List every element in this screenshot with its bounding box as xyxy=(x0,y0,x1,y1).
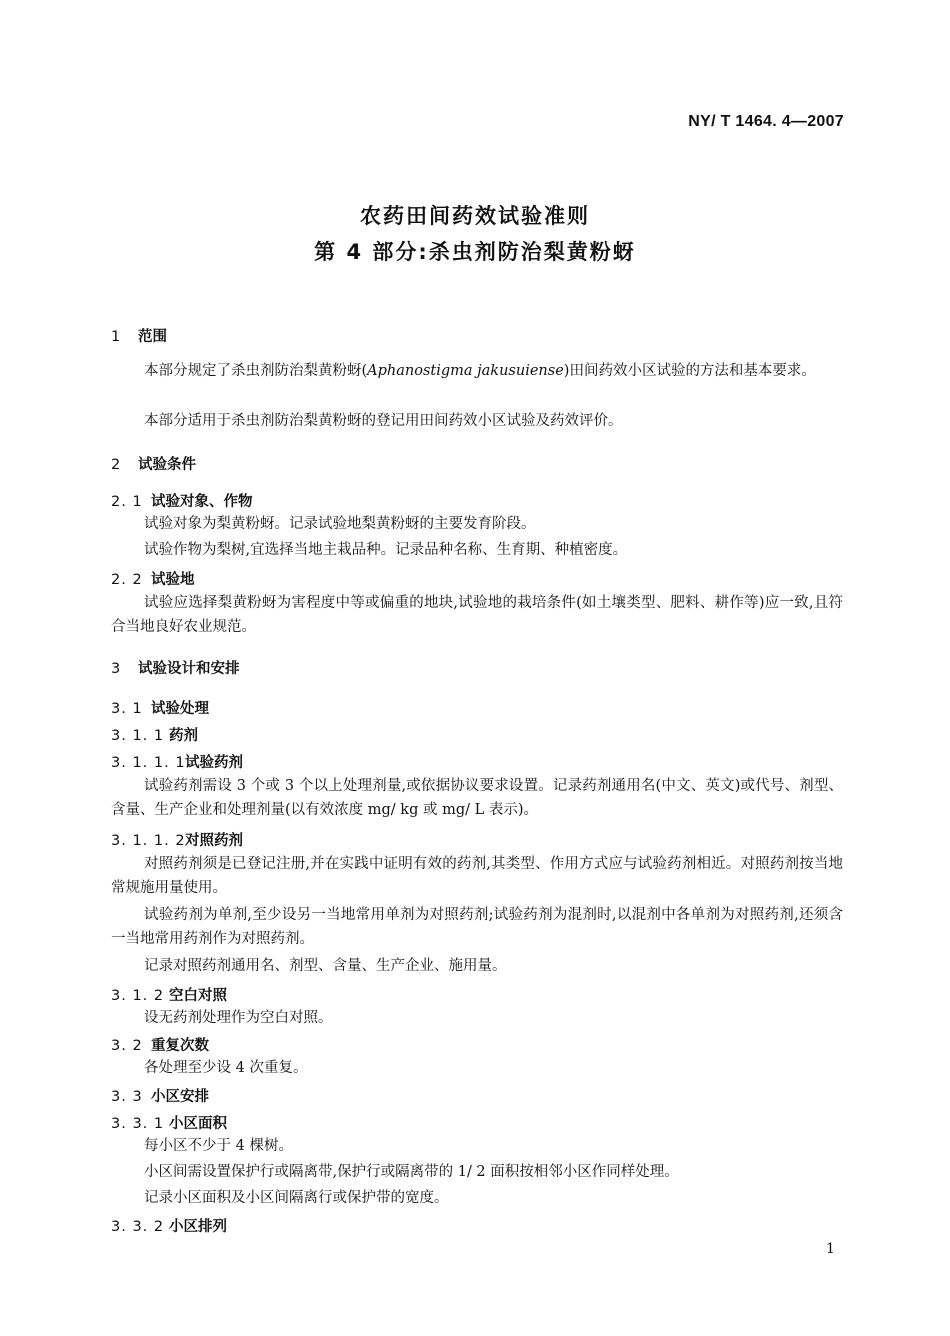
paragraph: 各处理至少设 4 次重复。 xyxy=(144,1060,308,1076)
section-number: 3. 1. 2 xyxy=(111,988,165,1004)
section-heading-3-2 xyxy=(111,1034,209,1055)
paragraph: 记录小区面积及小区间隔离行或保护带的宽度。 xyxy=(144,1190,449,1206)
section-number: 2. 1 xyxy=(111,494,143,510)
section-title: 小区安排 xyxy=(151,1089,209,1105)
section-heading-3-3 xyxy=(111,1085,209,1106)
document-subtitle: 第 4 部分:杀虫剂防治梨黄粉蚜 xyxy=(314,240,636,264)
section-heading-3-1-1-1 xyxy=(111,751,243,772)
section-heading-3 xyxy=(111,657,240,678)
paragraph: 每小区不少于 4 棵树。 xyxy=(144,1138,293,1154)
paragraph: 对照药剂须是已登记注册,并在实践中证明有效的药剂,其类型、作用方式应与试验药剂相近。对照药剂按当地常规施用量使用。 xyxy=(111,856,843,896)
section-heading-3-3-1 xyxy=(111,1112,227,1133)
section-title: 小区排列 xyxy=(169,1219,227,1235)
section-number: 3. 3. 2 xyxy=(111,1219,165,1235)
section-number: 3. 1. 1. 2 xyxy=(111,833,186,849)
latin-name: Aphanostigma jakusuiense xyxy=(367,363,564,379)
section-number: 3 xyxy=(111,661,122,677)
section-title: 试验地 xyxy=(151,572,195,588)
section-number: 2 xyxy=(111,457,122,473)
section-title: 小区面积 xyxy=(169,1116,227,1132)
paragraph: 记录对照药剂通用名、剂型、含量、生产企业、施用量。 xyxy=(144,958,507,974)
section-number: 2. 2 xyxy=(111,572,143,588)
section-heading-3-1-1 xyxy=(111,724,198,745)
section-heading-3-1 xyxy=(111,697,209,718)
section-heading-3-1-2 xyxy=(111,984,227,1005)
paragraph: 小区间需设置保护行或隔离带,保护行或隔离带的 1/ 2 面积按相邻小区作同样处理。 xyxy=(144,1164,679,1180)
section-heading-2 xyxy=(111,453,196,474)
section-number: 3. 1 xyxy=(111,701,143,717)
paragraph: 试验作物为梨树,宜选择当地主栽品种。记录品种名称、生育期、种植密度。 xyxy=(144,542,628,558)
section-heading-3-3-2 xyxy=(111,1215,227,1236)
paragraph-scope xyxy=(111,360,843,384)
section-title: 重复次数 xyxy=(151,1038,209,1054)
paragraph: 设无药剂处理作为空白对照。 xyxy=(144,1010,333,1026)
section-title: 试验条件 xyxy=(138,457,196,473)
standard-code: NY/ T 1464. 4—2007 xyxy=(688,113,844,130)
section-number: 3. 3. 1 xyxy=(111,1116,165,1132)
section-number: 1 xyxy=(111,329,122,345)
section-title: 试验药剂 xyxy=(185,755,243,771)
paragraph: 试验药剂需设 3 个或 3 个以上处理剂量,或依据协议要求设置。记录药剂通用名(中文、英文)或代号、剂型、含量、生产企业和处理剂量(以有效浓度 mg/ kg 或 mg/ L 表示)。 xyxy=(111,778,843,818)
text-run: )田间药效小区试验的方法和基本要求。 xyxy=(563,363,816,379)
section-number: 3. 1. 1 xyxy=(111,728,165,744)
text-run: 本部分规定了杀虫剂防治梨黄粉蚜( xyxy=(144,363,368,379)
section-title: 试验处理 xyxy=(151,701,209,717)
section-title: 空白对照 xyxy=(169,988,227,1004)
section-heading-2-2 xyxy=(111,568,195,589)
section-title: 试验对象、作物 xyxy=(151,494,253,510)
paragraph: 试验对象为梨黄粉蚜。记录试验地梨黄粉蚜的主要发育阶段。 xyxy=(144,516,536,532)
paragraph-applicability: 本部分适用于杀虫剂防治梨黄粉蚜的登记用田间药效小区试验及药效评价。 xyxy=(144,413,623,429)
section-heading-1 xyxy=(111,325,167,346)
section-heading-3-1-1-2 xyxy=(111,829,243,850)
section-title: 对照药剂 xyxy=(185,833,243,849)
section-number: 3. 1. 1. 1 xyxy=(111,755,186,771)
document-title: 农药田间药效试验准则 xyxy=(360,204,590,228)
paragraph: 试验药剂为单剂,至少设另一当地常用单剂为对照药剂;试验药剂为混剂时,以混剂中各单剂为对照药剂,还须含一当地常用药剂作为对照药剂。 xyxy=(111,907,843,947)
section-title: 试验设计和安排 xyxy=(138,661,240,677)
paragraph: 试验应选择梨黄粉蚜为害程度中等或偏重的地块,试验地的栽培条件(如土壤类型、肥料、耕作等)应一致,且符合当地良好农业规范。 xyxy=(111,595,843,635)
section-number: 3. 3 xyxy=(111,1089,143,1105)
section-heading-2-1 xyxy=(111,490,253,511)
page-number: 1 xyxy=(826,1241,835,1257)
section-number: 3. 2 xyxy=(111,1038,143,1054)
section-title: 范围 xyxy=(138,329,167,345)
section-title: 药剂 xyxy=(169,728,198,744)
